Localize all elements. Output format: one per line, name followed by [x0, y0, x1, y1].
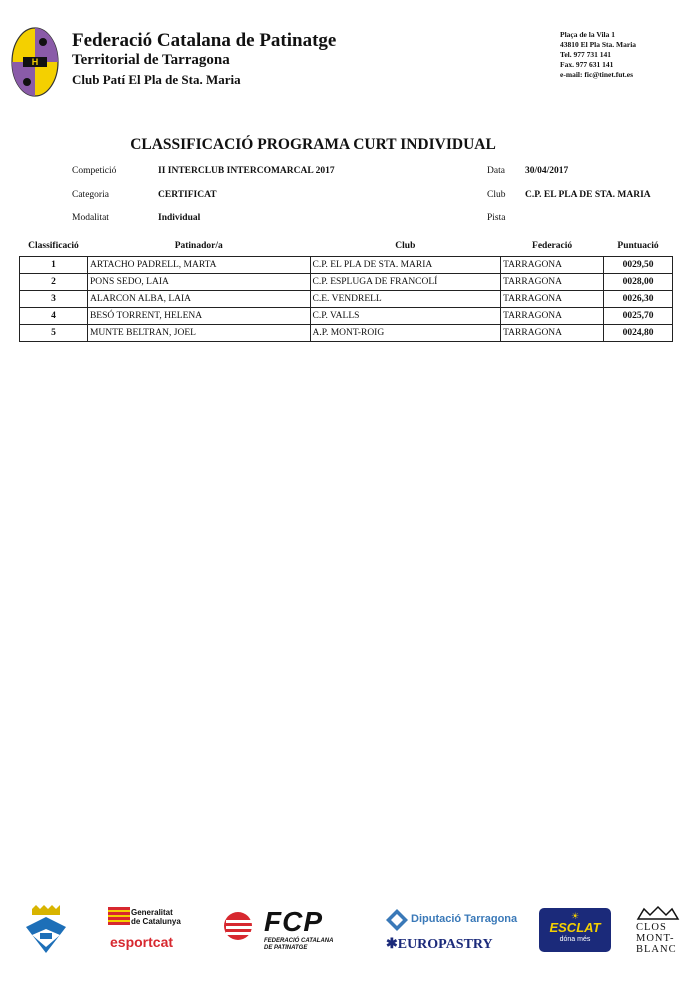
table-header — [20, 236, 673, 257]
clos-line: CLOS — [636, 922, 667, 933]
document-title: CLASSIFICACIÓ PROGRAMA CURT INDIVIDUAL — [130, 136, 496, 153]
territorial-name: Territorial de Tarragona — [72, 52, 230, 68]
rank-cell: 4 — [20, 308, 88, 325]
club-cell: A.P. MONT-ROIG — [310, 325, 501, 342]
rank-cell: 5 — [20, 325, 88, 342]
category-label: Categoria — [72, 190, 109, 200]
federation-logo — [10, 26, 60, 98]
rank-cell: 2 — [20, 274, 88, 291]
fcp-sub-line: FEDERACIÓ CATALANA — [264, 938, 334, 944]
date-label: Data — [487, 166, 505, 176]
svg-text:H: H — [31, 57, 39, 67]
europastry-star-icon: ✱ — [386, 937, 398, 952]
competition-value: II INTERCLUB INTERCOMARCAL 2017 — [158, 166, 335, 176]
table-row — [20, 257, 673, 274]
modality-value: Individual — [158, 213, 201, 223]
skater-cell: BESÓ TORRENT, HELENA — [87, 308, 310, 325]
federation-cell: TARRAGONA — [501, 274, 604, 291]
fcp-sub-line: DE PATINATGE — [264, 945, 308, 951]
clos-line: MONT- — [636, 933, 675, 944]
skater-cell: MUNTE BELTRAN, JOEL — [87, 325, 310, 342]
score-cell: 0028,00 — [604, 274, 673, 291]
column-header: Federació — [532, 241, 573, 251]
table-row — [20, 291, 673, 308]
federation-name: Federació Catalana de Patinatge — [72, 30, 337, 51]
email-line: e-mail: fic@tinet.fut.es — [560, 70, 633, 79]
club-name: Club Patí El Pla de Sta. Maria — [72, 72, 241, 87]
esclat-sun-icon: ☀ — [570, 911, 580, 921]
column-header: Puntuació — [617, 241, 659, 251]
club-cell: C.E. VENDRELL — [310, 291, 501, 308]
contact-address — [560, 30, 636, 80]
skater-cell: ARTACHO PADRELL, MARTA — [87, 257, 310, 274]
diputacio-logo: Diputació Tarragona — [411, 913, 518, 925]
club-label: Club — [487, 190, 506, 200]
esportcat-logo: esportcat — [110, 934, 174, 950]
address-line: 43810 El Pla Sta. Maria — [560, 40, 637, 49]
europastry-logo — [386, 936, 493, 953]
address-line: Plaça de la Vila 1 — [560, 30, 615, 39]
results-table — [19, 236, 673, 342]
esclat-logo — [539, 908, 611, 952]
column-header: Classificació — [28, 241, 79, 251]
table-row — [20, 325, 673, 342]
esclat-tagline: dóna més — [559, 936, 591, 943]
table-row — [20, 308, 673, 325]
club-value: C.P. EL PLA DE STA. MARIA — [525, 190, 651, 200]
rank-cell: 1 — [20, 257, 88, 274]
date-value: 30/04/2017 — [525, 166, 569, 176]
fcp-swoosh-icon — [222, 910, 262, 942]
rank-cell: 3 — [20, 291, 88, 308]
modality-label: Modalitat — [72, 213, 109, 223]
skater-cell: PONS SEDO, LAIA — [87, 274, 310, 291]
europastry-label: EUROPASTRY — [397, 937, 493, 952]
phone-line: Tel. 977 731 141 — [560, 50, 611, 59]
fax-line: Fax. 977 631 141 — [560, 60, 614, 69]
generalitat-logo — [131, 908, 181, 926]
score-cell: 0024,80 — [604, 325, 673, 342]
fcp-subtitle — [264, 938, 333, 952]
federation-cell: TARRAGONA — [501, 308, 604, 325]
clos-montblanc-logo — [636, 922, 677, 955]
club-cell: C.P. EL PLA DE STA. MARIA — [310, 257, 501, 274]
federation-cell: TARRAGONA — [501, 257, 604, 274]
generalitat-line: Generalitat — [131, 908, 173, 917]
generalitat-line: de Catalunya — [131, 917, 181, 926]
skater-cell: ALARCON ALBA, LAIA — [87, 291, 310, 308]
club-cell: C.P. ESPLUGA DE FRANCOLÍ — [310, 274, 501, 291]
column-header: Patinador/a — [174, 241, 223, 251]
federation-cell: TARRAGONA — [501, 325, 604, 342]
column-header: Club — [395, 241, 416, 251]
generalitat-flag-icon — [108, 907, 130, 925]
score-cell: 0026,30 — [604, 291, 673, 308]
competition-label: Competició — [72, 166, 117, 176]
table-row — [20, 274, 673, 291]
esclat-label: ESCLAT — [549, 920, 601, 935]
town-coat-of-arms-logo — [20, 905, 72, 957]
score-cell: 0029,50 — [604, 257, 673, 274]
score-cell: 0025,70 — [604, 308, 673, 325]
fcp-logo: FCP — [264, 906, 323, 937]
category-value: CERTIFICAT — [158, 190, 217, 200]
federation-cell: TARRAGONA — [501, 291, 604, 308]
clos-montblanc-emblem-icon — [636, 905, 680, 921]
diputacio-diamond-icon — [386, 909, 408, 931]
rink-label: Pista — [487, 213, 506, 223]
club-cell: C.P. VALLS — [310, 308, 501, 325]
clos-line: BLANC — [636, 944, 677, 955]
